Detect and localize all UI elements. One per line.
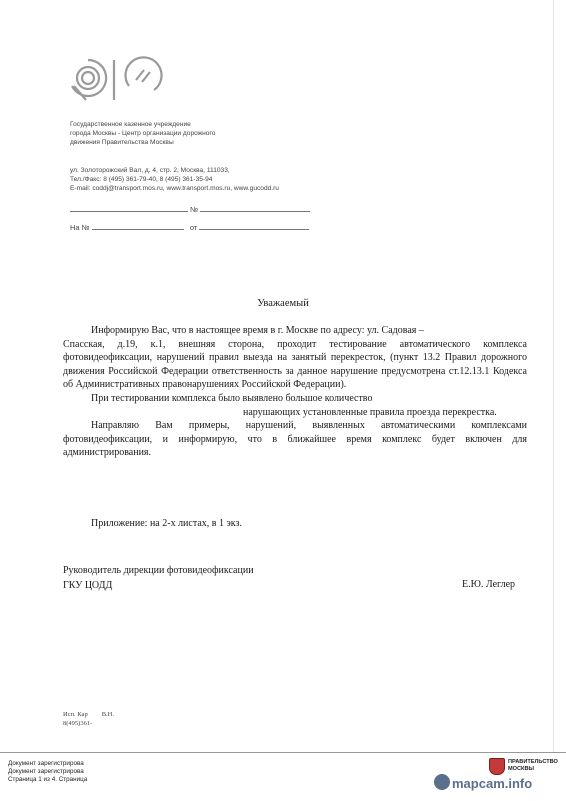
signatory-title [63, 564, 254, 593]
paragraph-1-first: Информирую Вас, что в настоящее время в г. Москве по адресу: ул. Садовая – [91, 325, 424, 336]
gov-line1: ПРАВИТЕЛЬСТВО [508, 759, 558, 765]
moscow-emblem-icon [489, 758, 505, 775]
watermark-site: mapcam.info [452, 776, 533, 791]
outgoing-number-line [70, 204, 310, 214]
organization-name [70, 120, 215, 147]
paragraph-2-rest: нарушающих установленные правила проезда перекрестка. [243, 406, 497, 418]
reply-number-blank [92, 222, 184, 230]
outgoing-date-blank [70, 204, 188, 212]
signatory-title-line1: Руководитель дирекции фотовидеофиксации [63, 565, 254, 576]
scan-edge [553, 0, 554, 752]
signatory-title-line2: ГКУ ЦОДД [63, 579, 113, 591]
outgoing-number-blank [200, 204, 310, 212]
paragraph-1 [63, 324, 527, 338]
org-line: Государственное казенное учреждение [70, 121, 191, 128]
reply-to-line [70, 222, 309, 232]
address-line: Тел./Факс: 8 (495) 361-79-40, 8 (495) 361-35-94 [70, 176, 213, 183]
executor-name: Исп. Кар [63, 711, 88, 718]
executor-phone: 8(495)361- [63, 720, 93, 727]
greeting: Уважаемый [257, 298, 309, 309]
codd-logo [66, 56, 166, 106]
stamp-line: Страница 1 из 4. Страница [8, 776, 88, 783]
watermark-logo-icon [434, 774, 450, 790]
stamp-line: Документ зарегистрирова [8, 760, 84, 767]
attachment-note: Приложение: на 2-х листах, в 1 экз. [91, 518, 242, 529]
paragraph-2-continued [63, 406, 527, 420]
paragraph-2: При тестировании комплекса было выявлено большое количество [91, 392, 373, 404]
reply-date-blank [199, 222, 309, 230]
number-symbol: № [190, 205, 199, 214]
registration-stamp [8, 760, 87, 784]
executor-initials: В.Н. [101, 711, 114, 718]
paragraph-1-continued: Спасская, д.19, к.1, внешняя сторона, проходит тестирование автоматического комплекса фотовидеофиксации, нарушений правил выезда на занятый перекресток, (пункт 13.2 Правил дорожного движения Российской Федерации ответственность за данное нарушение предусмотрена ст.12.13.1 Кодекса об Административных правонарушениях Российской Федерации). [63, 338, 527, 391]
organization-address [70, 166, 279, 193]
stamp-line: Документ зарегистрирова [8, 768, 84, 775]
org-line: города Москвы - Центр организации дорожного [70, 130, 216, 137]
letter-body [63, 324, 527, 460]
gov-line2: МОСКВЫ [508, 766, 534, 772]
reply-from-label: от [189, 223, 198, 232]
address-line: E-mail: coddj@transport.mos.ru, www.transport.mos.ru, www.gucodd.ru [70, 185, 279, 192]
org-line: движения Правительства Москвы [70, 139, 174, 146]
address-line: ул. Золоторожский Вал, д. 4, стр. 2, Москва, 111033, [70, 167, 230, 174]
government-label [508, 759, 558, 773]
executor-info [63, 710, 114, 728]
signatory-name: Е.Ю. Леглер [462, 579, 516, 590]
paragraph-3: Направляю Вам примеры, нарушений, выявленных автоматическими комплексами фотовидеофиксации, и информирую, что в ближайшее время комплекс будет включен для администрирования. [63, 420, 527, 459]
reply-to-label: На № [70, 223, 90, 232]
